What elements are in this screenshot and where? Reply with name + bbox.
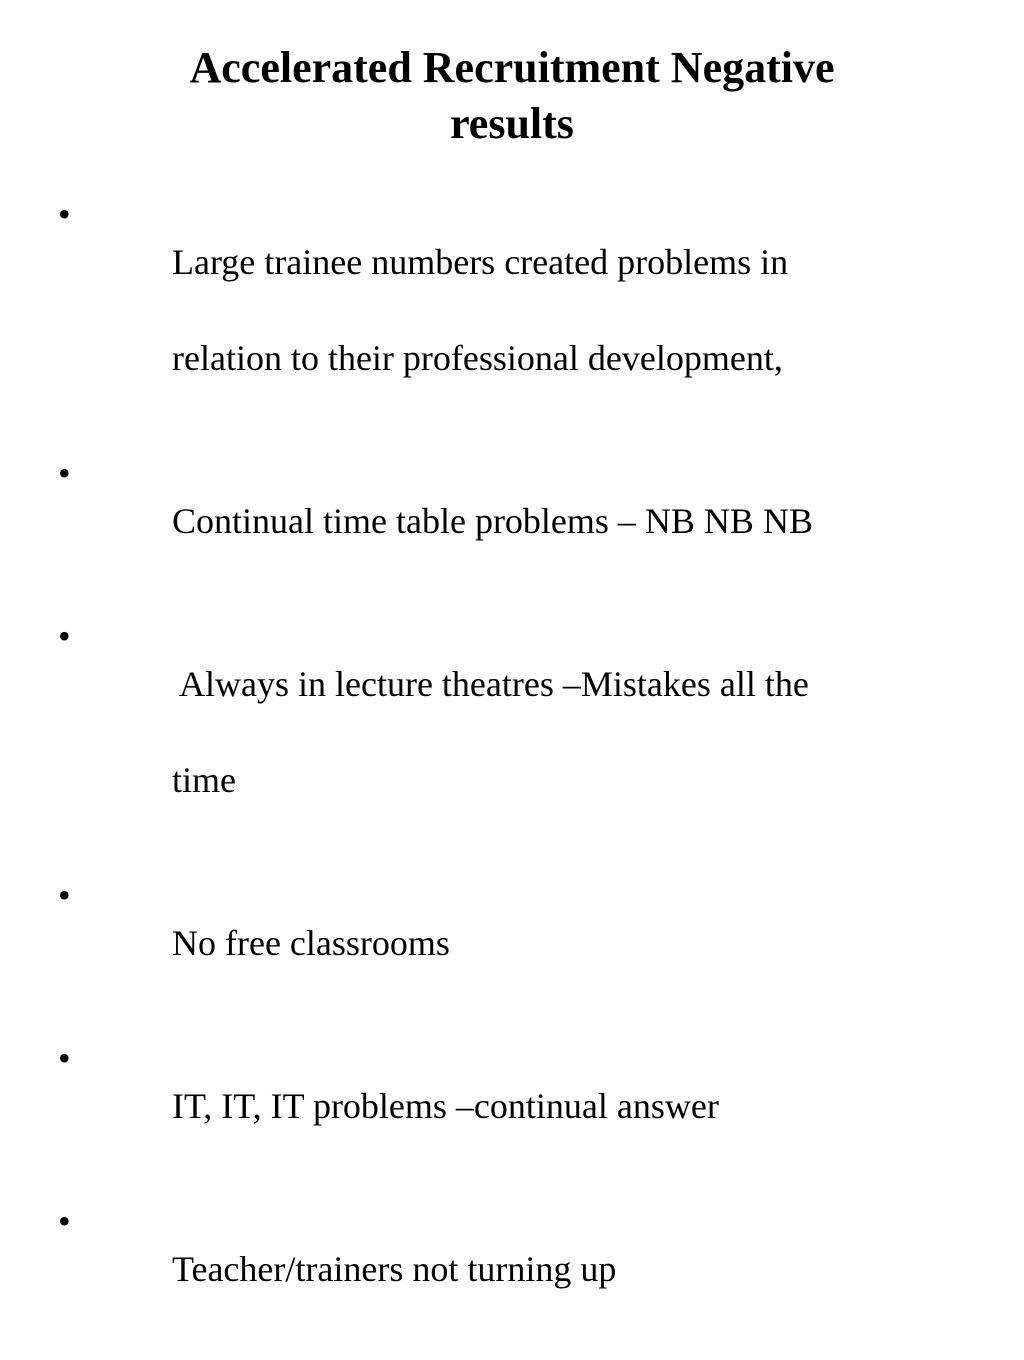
bullet-text-line: Large trainee numbers created problems in (172, 242, 789, 282)
bullet-item (58, 612, 958, 852)
bullet-text-line: Teacher/trainers not turning up (172, 1249, 617, 1289)
bullet-dot: • (58, 616, 71, 656)
bullet-dot: • (58, 194, 71, 234)
bullet-text-line: Continual time table problems – NB NB NB (172, 501, 813, 541)
bullet-text-line: Always in lecture theatres –Mistakes all the (172, 664, 809, 704)
bullet-list (58, 190, 958, 1360)
bullet-dot: • (58, 1038, 71, 1078)
bullet-item (58, 1034, 958, 1178)
bullet-item (58, 871, 958, 1015)
bullet-text (100, 190, 958, 430)
bullet-item (58, 1197, 958, 1341)
slide-title (100, 40, 924, 152)
bullet-dot: • (58, 453, 71, 493)
bullet-text (100, 871, 958, 1015)
bullet-dot: • (58, 875, 71, 915)
bullet-text-line: IT, IT, IT problems –continual answer (172, 1086, 719, 1126)
bullet-dot: • (58, 1201, 71, 1241)
bullet-text-line: time (172, 760, 236, 800)
bullet-text (100, 449, 958, 593)
bullet-text (100, 1197, 958, 1341)
bullet-text (100, 612, 958, 852)
bullet-item (58, 190, 958, 430)
bullet-text-line: relation to their professional development, (172, 338, 783, 378)
slide-title-line-2: results (450, 99, 574, 148)
bullet-text-line: No free classrooms (172, 923, 450, 963)
bullet-item (58, 449, 958, 593)
bullet-text (100, 1034, 958, 1178)
slide-title-line-1: Accelerated Recruitment Negative (189, 43, 835, 92)
